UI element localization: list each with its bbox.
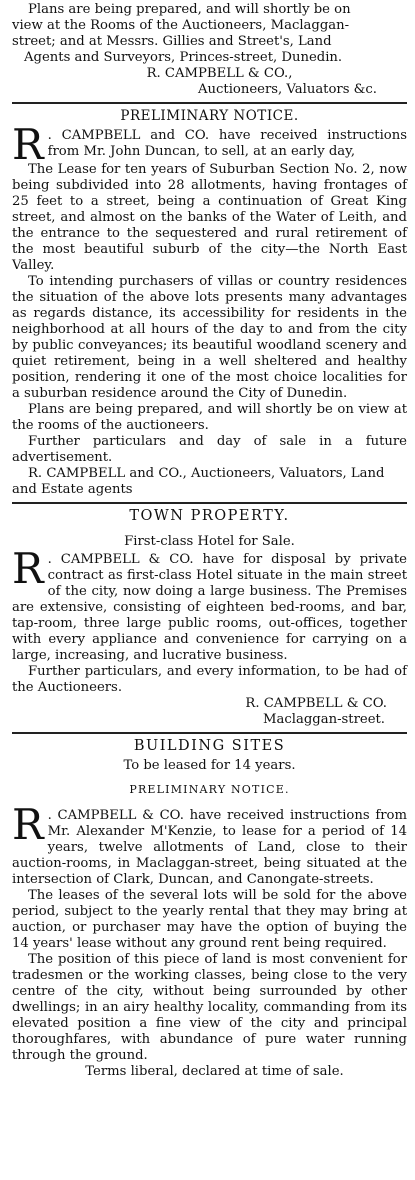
notice-signature: R. CAMPBELL and CO., Auctioneers, Valuators, Land and Estate agents — [12, 466, 385, 497]
notice-signature-sub: Maclaggan-street. — [263, 712, 385, 727]
notice-paragraph: Further particulars, and every information, to be had of the Auctioneers. — [12, 664, 407, 695]
notice-terms: Terms liberal, declared at time of sale. — [85, 1064, 344, 1079]
divider — [12, 102, 407, 104]
top-notice-line-3: street; and at Messrs. Gillies and Street's, Land — [12, 34, 332, 49]
notice-heading: TOWN PROPERTY. — [129, 508, 290, 524]
drop-cap-letter: R — [12, 550, 44, 593]
top-notice-line-4: Agents and Surveyors, Princes-street, Dunedin. — [24, 50, 343, 65]
top-notice-signature: R. CAMPBELL & CO., — [146, 66, 293, 81]
top-notice-signature-sub: Auctioneers, Valuators &c. — [198, 82, 377, 97]
notice-heading: BUILDING SITES — [133, 738, 286, 754]
notice-body — [12, 126, 407, 162]
notice-paragraph: Plans are being prepared, and will shortly be on view at the rooms of the auctioneers. — [12, 402, 407, 433]
notice-paragraph: The Lease for ten years of Suburban Section No. 2, now being subdivided into 28 allotments, having frontages of 25 feet to a street, being a continuation of Great King street, and almost on the banks of the Water of Leith, and the entrance to the sequestered and rural retirement of the most beautiful suburb of the city—the North East Valley. — [12, 162, 407, 273]
notice-label: PRELIMINARY NOTICE. — [129, 783, 290, 796]
notice-subheading: First-class Hotel for Sale. — [124, 534, 295, 549]
notice-paragraph: . CAMPBELL and CO. have received instructions from Mr. John Duncan, to sell, at an early day, — [47, 128, 407, 159]
notice-signature: R. CAMPBELL & CO. — [245, 696, 387, 711]
top-notice-line-1: Plans are being prepared, and will shortly be on — [28, 2, 351, 17]
notice-paragraph: To intending purchasers of villas or country residences the situation of the above lots presents many advantages as regards distance, its accessibility for residents in the neighborhood at all hours of the day to and from the city by public conveyances; its beautiful woodland scenery and quiet retirement, being in a well sheltered and healthy position, rendering it one of the most choice localities for a suburban residence around the City of Dunedin. — [12, 274, 407, 401]
notice-heading: PRELIMINARY NOTICE. — [120, 108, 299, 124]
notice-paragraph: The leases of the several lots will be sold for the above period, subject to the yearly rental that they may bring at auction, or purchaser may have the option of buying the 14 years' lease without any ground rent being required. — [12, 888, 407, 951]
divider — [12, 502, 407, 504]
drop-cap-letter: R — [12, 806, 44, 849]
drop-cap-letter: R — [12, 126, 44, 162]
notice-body — [12, 806, 407, 888]
notice-preliminary-duncan — [12, 108, 407, 498]
top-notice-line-2: view at the Rooms of the Auctioneers, Maclaggan- — [12, 18, 350, 33]
notice-paragraph: . CAMPBELL & CO. have received instructions from Mr. Alexander M'Kenzie, to lease for a period of 14 years, twelve allotments of Land, close to their auction-rooms, in Maclaggan-street, being situated at the intersection of Clark, Duncan, and Canongate-streets. — [12, 808, 407, 887]
notice-paragraph: Further particulars and day of sale in a future advertisement. — [12, 434, 407, 465]
notice-body — [12, 550, 407, 664]
notice-subheading: To be leased for 14 years. — [123, 758, 296, 773]
notice-paragraph: The position of this piece of land is most convenient for tradesmen or the working classes, being close to the very centre of the city, without being surrounded by other dwellings; in an airy healthy locality, commanding from its elevated position a fine view of the city and principal thoroughfares, with abundance of pure water running through the ground. — [12, 952, 407, 1063]
top-notice — [12, 0, 407, 98]
notice-town-property — [12, 508, 407, 728]
notice-paragraph: . CAMPBELL & CO. have for disposal by private contract as first-class Hotel situate in the main street of the city, now doing a large business. The Premises are extensive, consisting of eighteen bed-rooms, and bar, tap-room, three large public rooms, out-offices, together with every appliance and convenience for carrying on a large, increasing, and lucrative business. — [12, 552, 407, 663]
notice-building-sites — [12, 738, 407, 1080]
divider — [12, 732, 407, 734]
